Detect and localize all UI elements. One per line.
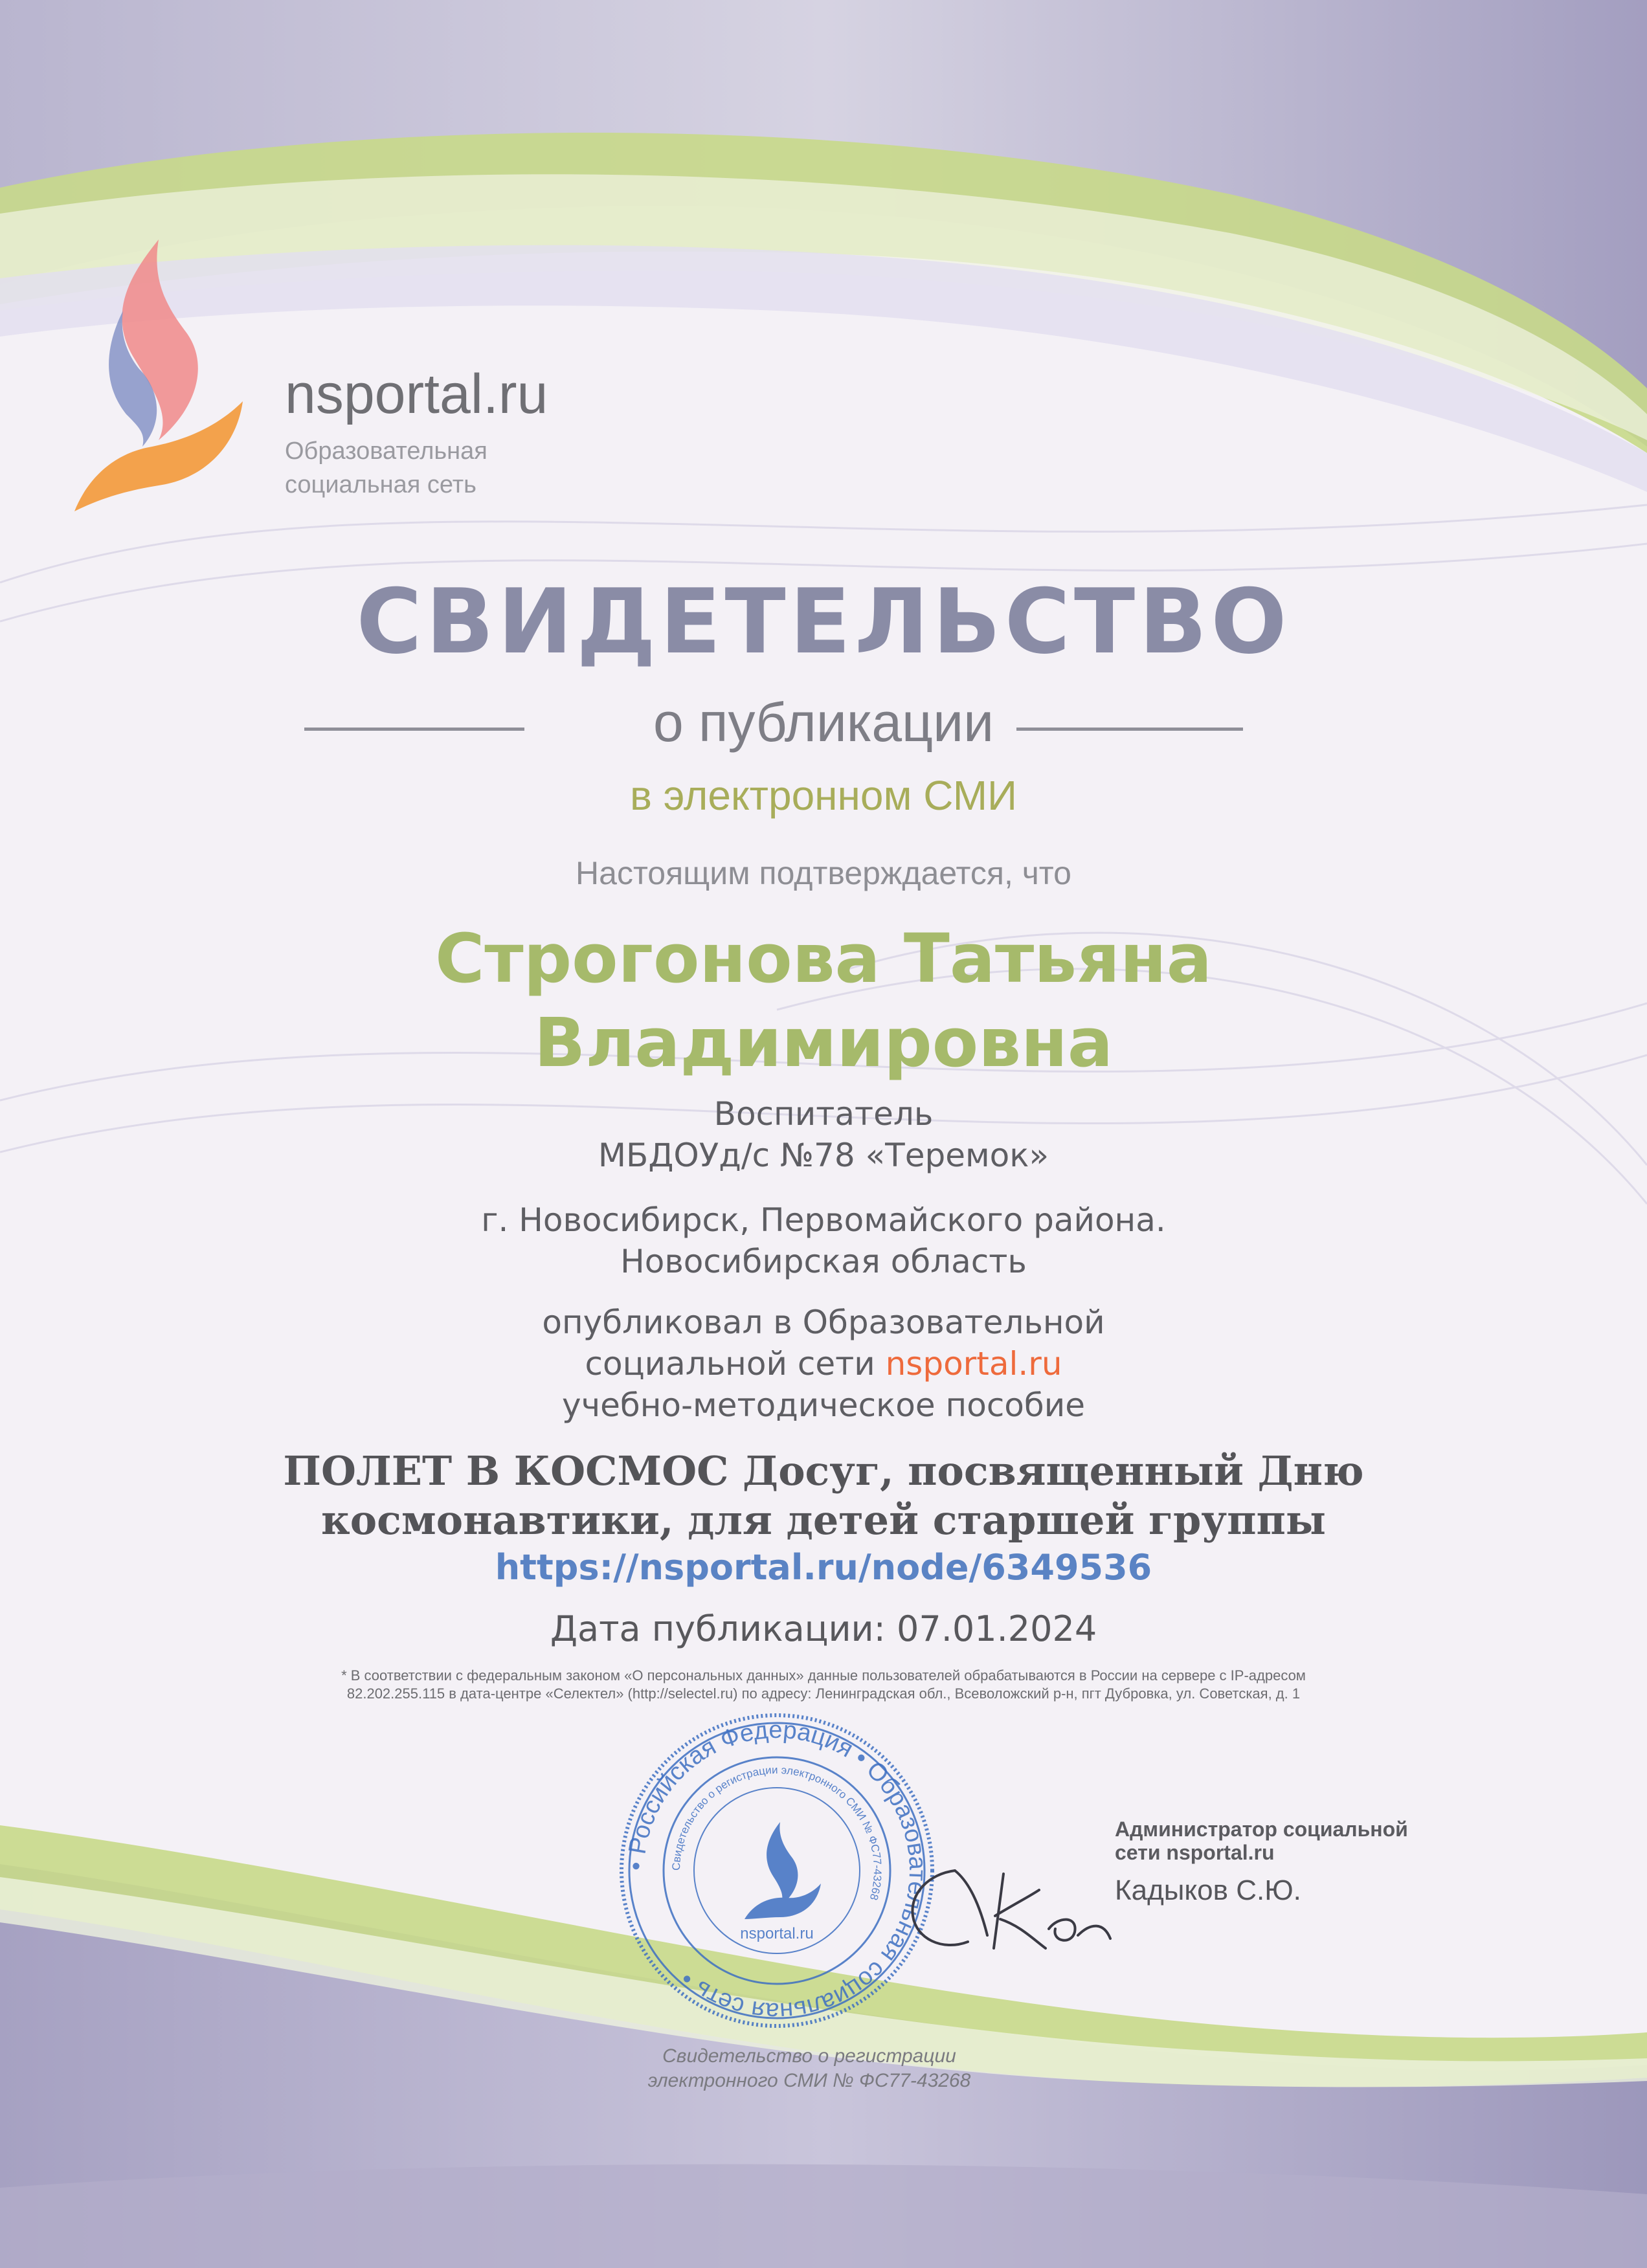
published-line1: опубликовал в Образовательной: [542, 1304, 1105, 1341]
published-prefix: социальной сети: [585, 1345, 875, 1383]
stamp-inner-text: Свидетельство о регистрации электронного СМИ № ФС77-43268: [669, 1763, 884, 1902]
recipient-location-line1: г. Новосибирск, Первомайского района.: [481, 1201, 1166, 1239]
footnote-line2: 82.202.255.115 в дата-центре «Селектел» (http://selectel.ru) по адресу: Ленинградская обл., Всеволожский р-н, пгт Дубровка, ул. Советская, д. 1: [346, 1685, 1301, 1702]
published-site: nsportal.ru: [885, 1345, 1062, 1383]
recipient-institution: МБДОУд/с №78 «Теремок»: [598, 1137, 1049, 1174]
publication-date: Дата публикации: 07.01.2024: [550, 1608, 1097, 1649]
recipient-position: Воспитатель: [713, 1095, 934, 1133]
subtitle-rule-right: [1016, 728, 1243, 731]
certificate-medium: в электронном СМИ: [629, 772, 1018, 819]
certificate-title: СВИДЕТЕЛЬСТВО: [356, 570, 1291, 674]
stamp-center-label: nsportal.ru: [740, 1925, 814, 1942]
publication-link[interactable]: https://nsportal.ru/node/6349536: [495, 1547, 1152, 1588]
handwritten-signature: [884, 1845, 1117, 1974]
brand-name: nsportal.ru: [285, 363, 548, 425]
registration-line1: Свидетельство о регистрации: [662, 2045, 956, 2067]
brand-subtitle-line1: Образовательная: [285, 438, 487, 465]
recipient-name-line1: Строгонова Татьяна: [435, 919, 1212, 998]
admin-title-line1: Администратор социальной: [1115, 1818, 1408, 1841]
admin-title-line2: сети nsportal.ru: [1115, 1841, 1275, 1864]
admin-name: Кадыков С.Ю.: [1115, 1874, 1301, 1906]
confirmation-text: Настоящим подтверждается, что: [576, 855, 1071, 891]
work-title-line2: космонавтики, для детей старшей группы: [321, 1496, 1326, 1544]
brand-subtitle-line2: социальная сеть: [285, 471, 476, 498]
published-line2: [0, 1345, 1647, 1383]
footnote-line1: * В соответствии с федеральным законом «О персональных данных» данные пользователей обрабатываются в России на сервере с IP-адресом: [341, 1667, 1306, 1684]
work-title-line1: ПОЛЕТ В КОСМОС Досуг, посвященный Дню: [283, 1447, 1364, 1495]
registration-line2: электронного СМИ № ФС77-43268: [647, 2070, 971, 2091]
published-line3: учебно-методическое пособие: [561, 1386, 1085, 1424]
recipient-name-line2: Владимировна: [533, 1003, 1114, 1082]
stamp-logo-icon: [745, 1822, 821, 1919]
flame-hand-icon: [62, 233, 249, 518]
stamp-outer-text: • Российская Федерация • Образовательная социальная сеть •: [622, 1716, 932, 2025]
certificate-subtitle: о публикации: [653, 692, 994, 753]
recipient-location-line2: Новосибирская область: [620, 1243, 1027, 1280]
